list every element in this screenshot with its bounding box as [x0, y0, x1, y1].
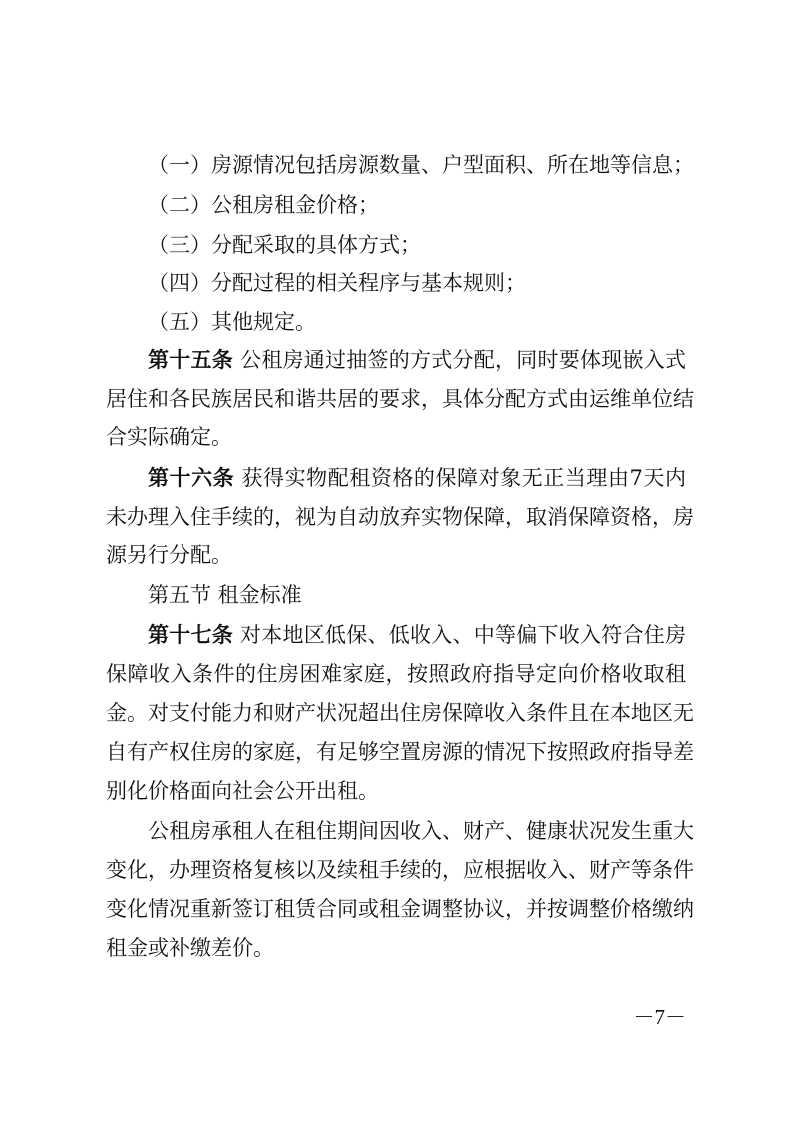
article-17-line-5: 别化价格面向社会公开出租。 — [106, 779, 379, 803]
article-15-text-1: 公租房通过抽签的方式分配，同时要体现嵌入式 — [239, 348, 687, 372]
article-17-text-1: 对本地区低保、低收入、中等偏下收入符合住房 — [239, 623, 687, 647]
page-number: －7－ — [633, 1005, 686, 1029]
article-17-heading: 第十七条 — [148, 623, 234, 647]
rent-paragraph-line-4: 租金或补缴差价。 — [106, 936, 274, 960]
article-16-text-1: 获得实物配租资格的保障对象无正当理由7天内 — [241, 466, 686, 490]
article-15-line-2: 居住和各民族居民和谐共居的要求，具体分配方式由运维单位结 — [106, 387, 694, 411]
list-item-1: （一）房源情况包括房源数量、户型面积、所在地等信息； — [148, 153, 694, 177]
article-16-line-2: 未办理入住手续的，视为自动放弃实物保障，取消保障资格，房 — [106, 505, 694, 529]
section-5-title: 第五节 租金标准 — [148, 583, 302, 607]
article-15-line-3: 合实际确定。 — [106, 425, 232, 449]
list-item-2: （二）公租房租金价格； — [148, 193, 379, 217]
article-17-line-2: 保障收入条件的住房困难家庭，按照政府指导定向价格收取租 — [106, 662, 686, 686]
article-15-line-1 — [148, 341, 686, 379]
article-15-heading: 第十五条 — [148, 348, 234, 372]
rent-paragraph-line-3: 变化情况重新签订租赁合同或租金调整协议，并按调整价格缴纳 — [106, 897, 694, 921]
rent-paragraph-line-2: 变化，办理资格复核以及续租手续的，应根据收入、财产等条件 — [106, 858, 694, 882]
article-16-heading: 第十六条 — [148, 466, 235, 490]
article-17-line-4: 自有产权住房的家庭，有足够空置房源的情况下按照政府指导差 — [106, 740, 694, 764]
article-16-line-3: 源另行分配。 — [106, 543, 232, 567]
list-item-5: （五）其他规定。 — [148, 310, 316, 334]
article-17-line-3: 金。对支付能力和财产状况超出住房保障收入条件且在本地区无 — [106, 701, 694, 725]
article-16-line-1 — [148, 459, 686, 497]
list-item-3: （三）分配采取的具体方式； — [148, 233, 421, 257]
rent-paragraph-line-1: 公租房承租人在租住期间因收入、财产、健康状况发生重大 — [148, 819, 694, 843]
article-17-line-1 — [148, 616, 686, 654]
list-item-4: （四）分配过程的相关程序与基本规则； — [148, 271, 526, 295]
